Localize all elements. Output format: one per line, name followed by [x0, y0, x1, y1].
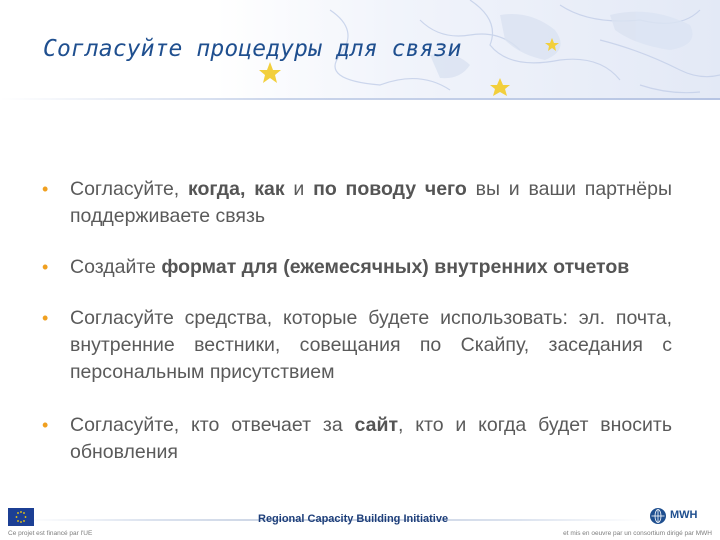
header-band: [0, 0, 720, 100]
bullet-item: [40, 305, 672, 386]
bullet-text-emphasis: сайт: [354, 414, 398, 436]
bullet-text-part: Создайте: [70, 256, 162, 278]
bullet-text-part: Согласуйте,: [70, 178, 188, 200]
bullet-item: [40, 254, 672, 281]
bullet-item: [40, 176, 672, 230]
bullet-text-part: , кто и когда будет вносить обновления: [70, 414, 672, 463]
bullet-item: [40, 412, 672, 466]
bullet-text: [70, 256, 629, 278]
bullet-text: [70, 307, 672, 383]
bullet-text-part: и: [284, 178, 314, 200]
bullet-text: [70, 178, 672, 227]
bullet-marker-icon: •: [42, 257, 49, 277]
bullet-marker-icon: •: [42, 415, 49, 435]
bullet-text-part: вы и ваши партнёры поддерживаете связь: [70, 178, 673, 227]
page-title: Согласуйте процедуры для связи: [43, 36, 462, 62]
header-divider: [0, 98, 720, 100]
bullet-text-emphasis: формат для (ежемесячных) внутренних отчетов: [161, 256, 630, 278]
bullet-text-emphasis: когда, как: [188, 178, 285, 200]
bullet-marker-icon: •: [42, 308, 49, 328]
bullet-text-part: Согласуйте, кто отвечает за: [70, 414, 355, 436]
globe-icon: [650, 508, 666, 524]
project-name: Regional Capacity Building Initiative: [258, 513, 449, 525]
consortium-note: et mis en oeuvre par un consortium dirigé par MWH: [563, 530, 712, 537]
bullet-list: [40, 176, 672, 490]
bullet-marker-icon: •: [42, 179, 49, 199]
bullet-text-emphasis: по поводу чего: [313, 178, 467, 200]
bullet-text: [70, 414, 672, 463]
mwh-logo-text: MWH: [670, 509, 698, 521]
bullet-text-part: Согласуйте средства, которые будете использовать: эл. почта, внутренние вестники, совещания по Скайпу, заседания с персональным присутствием: [70, 307, 672, 383]
eu-flag-icon: [8, 508, 34, 526]
funding-note: Ce projet est financé par l'UE: [8, 530, 93, 537]
